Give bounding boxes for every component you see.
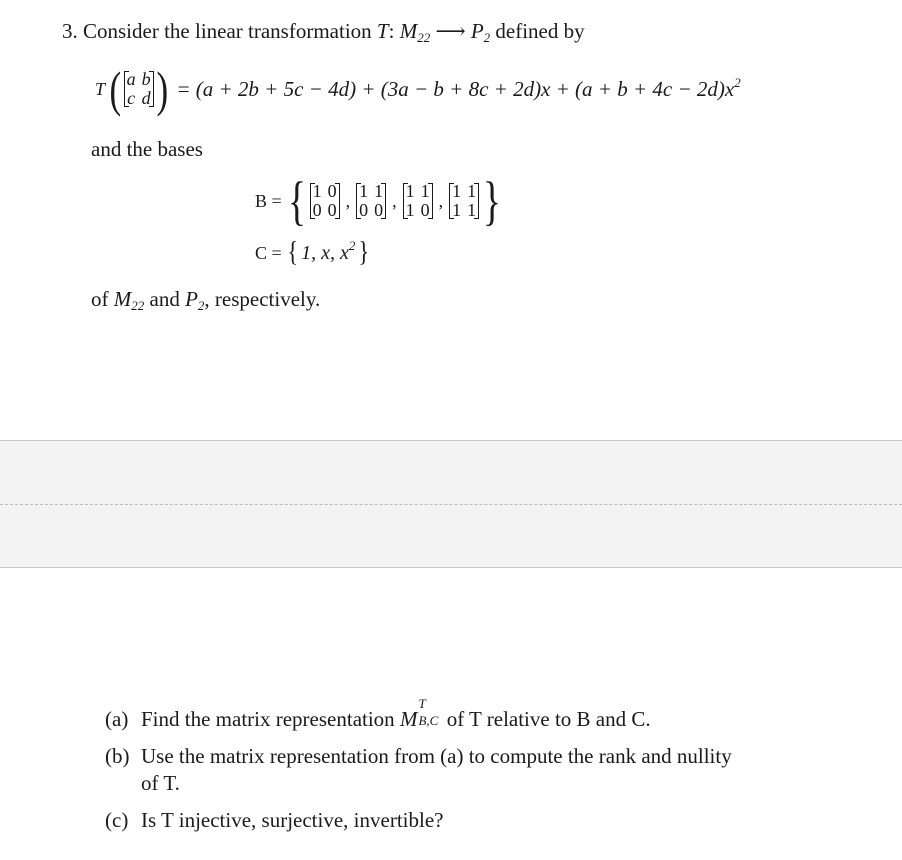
input-matrix: a b c d [124,70,154,108]
bases-outro: of $M_{22}$ and $P_2$, respectively. [91,287,321,313]
basis-B-matrix-3: 1 1 1 0 [403,182,433,220]
basis-B-label: B = [255,191,282,211]
problem-intro: Consider the linear transformation [83,19,372,43]
right-brace-small: } [358,237,370,268]
part-a-label: (a) [105,707,129,731]
domain-space: $M_{22}$ [399,19,431,45]
basis-B-matrix-4: 1 1 1 1 [449,182,479,220]
separator-bottom-line [0,567,902,568]
part-b-line2: of T. [141,771,180,795]
part-b-label: (b) [105,744,130,768]
left-brace-small: { [287,237,298,268]
part-c-label: (c) [105,808,129,832]
separator-dashed-line [0,504,902,505]
basis-B-matrix-2: 1 1 0 0 [356,182,386,220]
problem-statement [62,18,585,44]
basis-C-content: 1, x, $x^2$ [301,238,356,264]
separator-top-line [0,440,902,441]
problem-number: 3. [62,19,78,43]
basis-B-matrix-1: 1 0 0 0 [310,182,340,220]
defined-by: defined by [495,19,585,43]
right-brace: } [482,171,502,231]
definition-rhs: = $(a + 2b + 5c - 4d) + (3a - b + 8c + 2d)x + (a + b + 4c - 2d)x^2$ [176,75,741,101]
left-paren: ( [109,61,122,117]
part-c-text: Is T injective, surjective, invertible? [141,808,444,832]
part-a-text: Find the matrix representation M T B,C of T relative to B and C. [141,696,651,731]
basis-B: B = { 1 0 0 0 , 1 1 0 0 , 1 1 1 0 , 1 1 1 1 } [255,171,502,231]
transformation-symbol: T [376,19,389,43]
matrix-representation-symbol: M T B,C [399,696,439,731]
right-paren: ) [156,61,168,117]
left-brace: { [287,171,306,231]
basis-C-label: C = [255,243,282,263]
codomain-space: $P_2$ [470,19,491,45]
bases-intro: and the bases [91,137,203,161]
transformation-definition [95,61,741,117]
definition-T: T [95,79,106,99]
arrow-icon: ⟶ [435,19,466,43]
basis-C [255,238,371,268]
colon: : [388,19,395,43]
part-b-line1: Use the matrix representation from (a) to compute the rank and nullity [141,744,732,768]
